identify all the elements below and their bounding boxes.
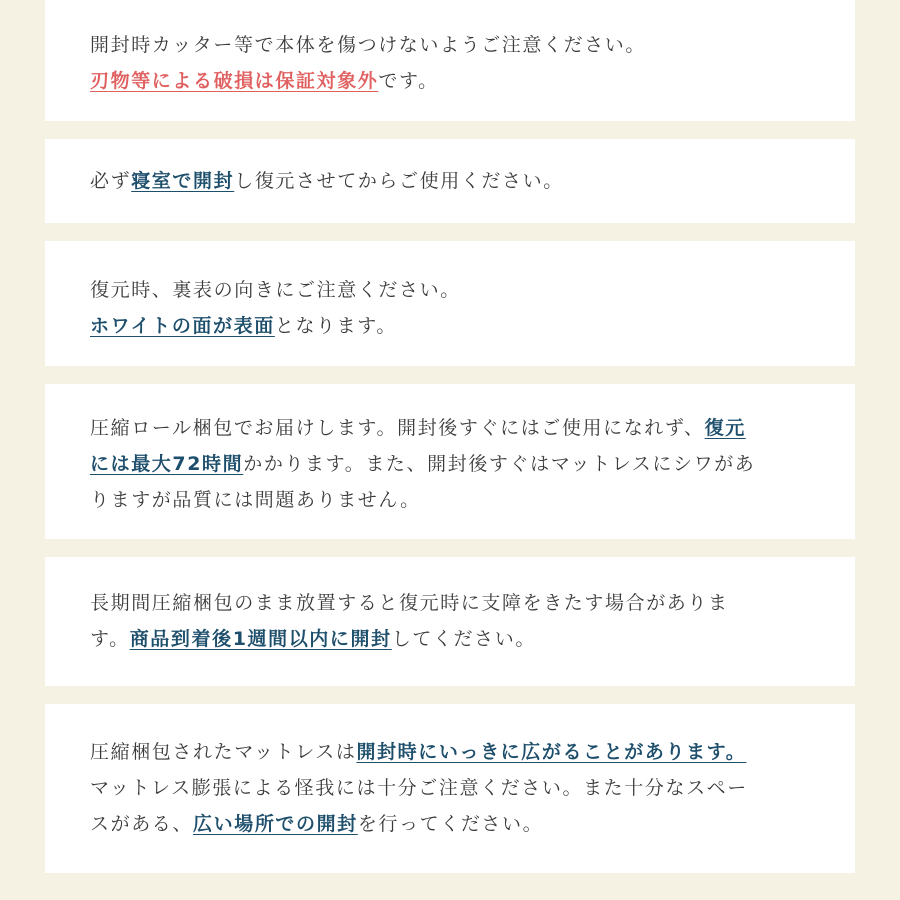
text-segment: マットレス膨張による怪我には十分ご注意ください。また十分なスペー [90,777,748,799]
text-segment: りますが品質には問題ありません。 [90,489,421,511]
notice-card [45,241,855,366]
notice-card [45,704,855,873]
emphasis-highlight: には最大72時間 [90,453,244,475]
emphasis-highlight: 広い場所での開封 [193,813,358,835]
text-segment: す。 [90,628,130,650]
notice-card [45,557,855,686]
notice-line [90,585,805,621]
emphasis-highlight: 商品到着後1週間以内に開封 [129,628,392,650]
emphasis-highlight: 寝室で開封 [131,170,235,192]
notice-line [90,621,805,657]
notice-card [45,384,855,539]
notice-card [45,139,855,223]
notice-line [90,63,805,99]
text-segment: 圧縮梱包されたマットレスは [90,741,357,763]
notice-line [90,27,805,63]
text-segment: 長期間圧縮梱包のまま放置すると復元時に支障をきたす場合がありま [90,592,729,614]
notice-line [90,770,805,806]
text-segment: してください。 [391,628,536,650]
notice-card [45,0,855,121]
notice-line [90,163,805,199]
text-segment: 復元時、裏表の向きにご注意ください。 [90,279,461,301]
text-segment: 必ず [90,170,132,192]
text-segment: 開封時カッター等で本体を傷つけないようご注意ください。 [90,34,647,56]
warning-highlight: 刃物等による破損は保証対象外 [90,70,379,92]
text-segment: かかります。また、開封後すぐはマットレスにシワがあ [243,453,756,475]
notice-line [90,410,805,446]
text-segment: を行ってください。 [357,813,544,835]
emphasis-highlight: 復元 [704,417,746,439]
text-segment: し復元させてからご使用ください。 [234,170,564,192]
text-segment: スがある、 [90,813,194,835]
notice-line [90,272,805,308]
notice-line [90,482,805,518]
emphasis-highlight: 開封時にいっきに広がることがあります。 [356,741,747,763]
emphasis-highlight: ホワイトの面が表面 [90,315,275,337]
notice-line [90,308,805,344]
text-segment: です。 [378,70,439,92]
notice-line [90,734,805,770]
text-segment: となります。 [274,315,397,337]
notice-line [90,446,805,482]
text-segment: 圧縮ロール梱包でお届けします。開封後すぐにはご使用になれず、 [90,417,705,439]
notice-line [90,806,805,842]
